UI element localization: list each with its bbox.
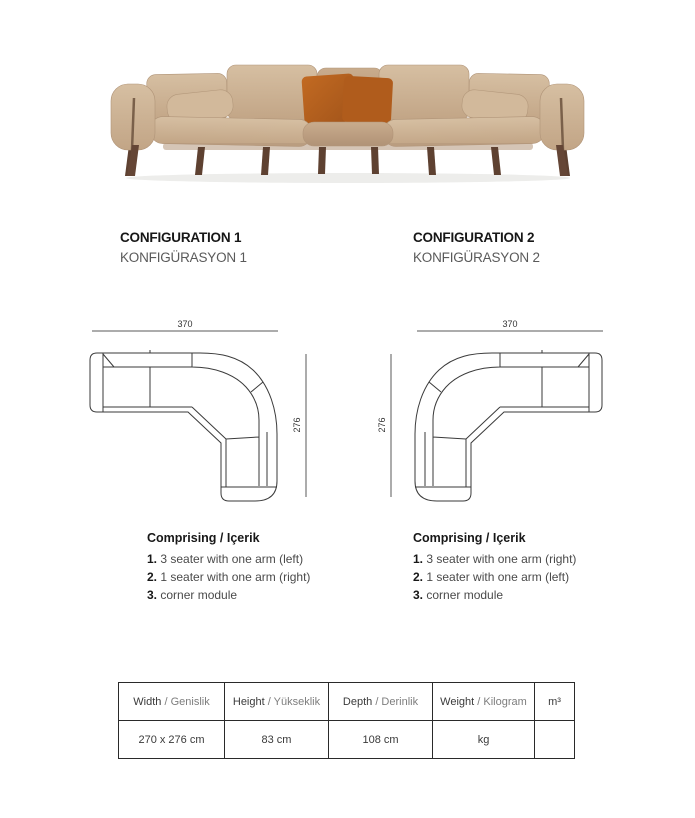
item-number: 2.	[413, 570, 424, 584]
header-primary: m³	[548, 695, 561, 708]
header-primary: Depth	[342, 695, 373, 708]
value-height: 83 cm	[225, 721, 329, 759]
list-item	[147, 586, 407, 604]
configuration-2-subtitle: KONFIGÜRASYON 2	[413, 250, 540, 265]
floor-shadow	[126, 173, 570, 183]
item-number: 1.	[147, 552, 158, 566]
sofa-photo	[105, 50, 590, 188]
sofa-top-view-1	[90, 350, 277, 501]
depth-dimension-label-2: 276	[377, 417, 387, 433]
header-primary: Height	[232, 695, 265, 708]
comprising-heading-2: Comprising / Içerik	[413, 531, 526, 545]
header-secondary: / Genislik	[164, 695, 210, 708]
value-width: 270 x 276 cm	[119, 721, 225, 759]
plan-diagram-configuration-2	[375, 314, 635, 514]
item-text: 1 seater with one arm (left)	[426, 570, 570, 584]
value-weight: kg	[433, 721, 535, 759]
list-item	[413, 586, 673, 604]
value-depth: 108 cm	[329, 721, 433, 759]
orange-pillows	[301, 73, 393, 125]
configuration-1-heading	[120, 230, 380, 265]
item-text: 1 seater with one arm (right)	[160, 570, 311, 584]
comprising-list-1	[147, 531, 407, 604]
configuration-1-title: CONFIGURATION 1	[120, 230, 242, 245]
item-text: 3 seater with one arm (right)	[426, 552, 577, 566]
comprising-list-2	[413, 531, 673, 604]
configuration-2-heading	[413, 230, 673, 265]
sofa-top-view-2	[415, 350, 602, 501]
depth-dimension-label-1: 276	[292, 417, 302, 433]
list-item	[147, 550, 407, 568]
spec-header-row	[119, 683, 575, 721]
spec-table	[118, 682, 575, 759]
item-number: 3.	[147, 588, 158, 602]
right-arm	[540, 84, 584, 176]
header-height	[225, 683, 329, 721]
item-number: 1.	[413, 552, 424, 566]
width-dimension-label-2: 370	[502, 319, 518, 329]
header-secondary: / Derinlik	[375, 695, 419, 708]
value-volume	[535, 721, 575, 759]
base-frame	[163, 143, 533, 150]
item-number: 3.	[413, 588, 424, 602]
list-item	[413, 550, 673, 568]
header-depth	[329, 683, 433, 721]
comprising-heading-1: Comprising / Içerik	[147, 531, 260, 545]
configuration-1-subtitle: KONFIGÜRASYON 1	[120, 250, 247, 265]
item-text: 3 seater with one arm (left)	[160, 552, 304, 566]
header-weight	[433, 683, 535, 721]
sofa-legs	[195, 147, 501, 175]
list-item	[147, 568, 407, 586]
plan-diagram-configuration-1	[88, 314, 340, 514]
item-number: 2.	[147, 570, 158, 584]
header-primary: Width	[133, 695, 162, 708]
header-secondary: / Kilogram	[477, 695, 527, 708]
width-dimension-label-1: 370	[177, 319, 193, 329]
left-arm	[111, 84, 155, 176]
header-volume	[535, 683, 575, 721]
configuration-2-title: CONFIGURATION 2	[413, 230, 535, 245]
header-primary: Weight	[440, 695, 475, 708]
item-text: corner module	[160, 588, 238, 602]
spec-value-row	[119, 721, 575, 759]
header-secondary: / Yükseklik	[267, 695, 321, 708]
item-text: corner module	[426, 588, 504, 602]
header-width	[119, 683, 225, 721]
list-item	[413, 568, 673, 586]
